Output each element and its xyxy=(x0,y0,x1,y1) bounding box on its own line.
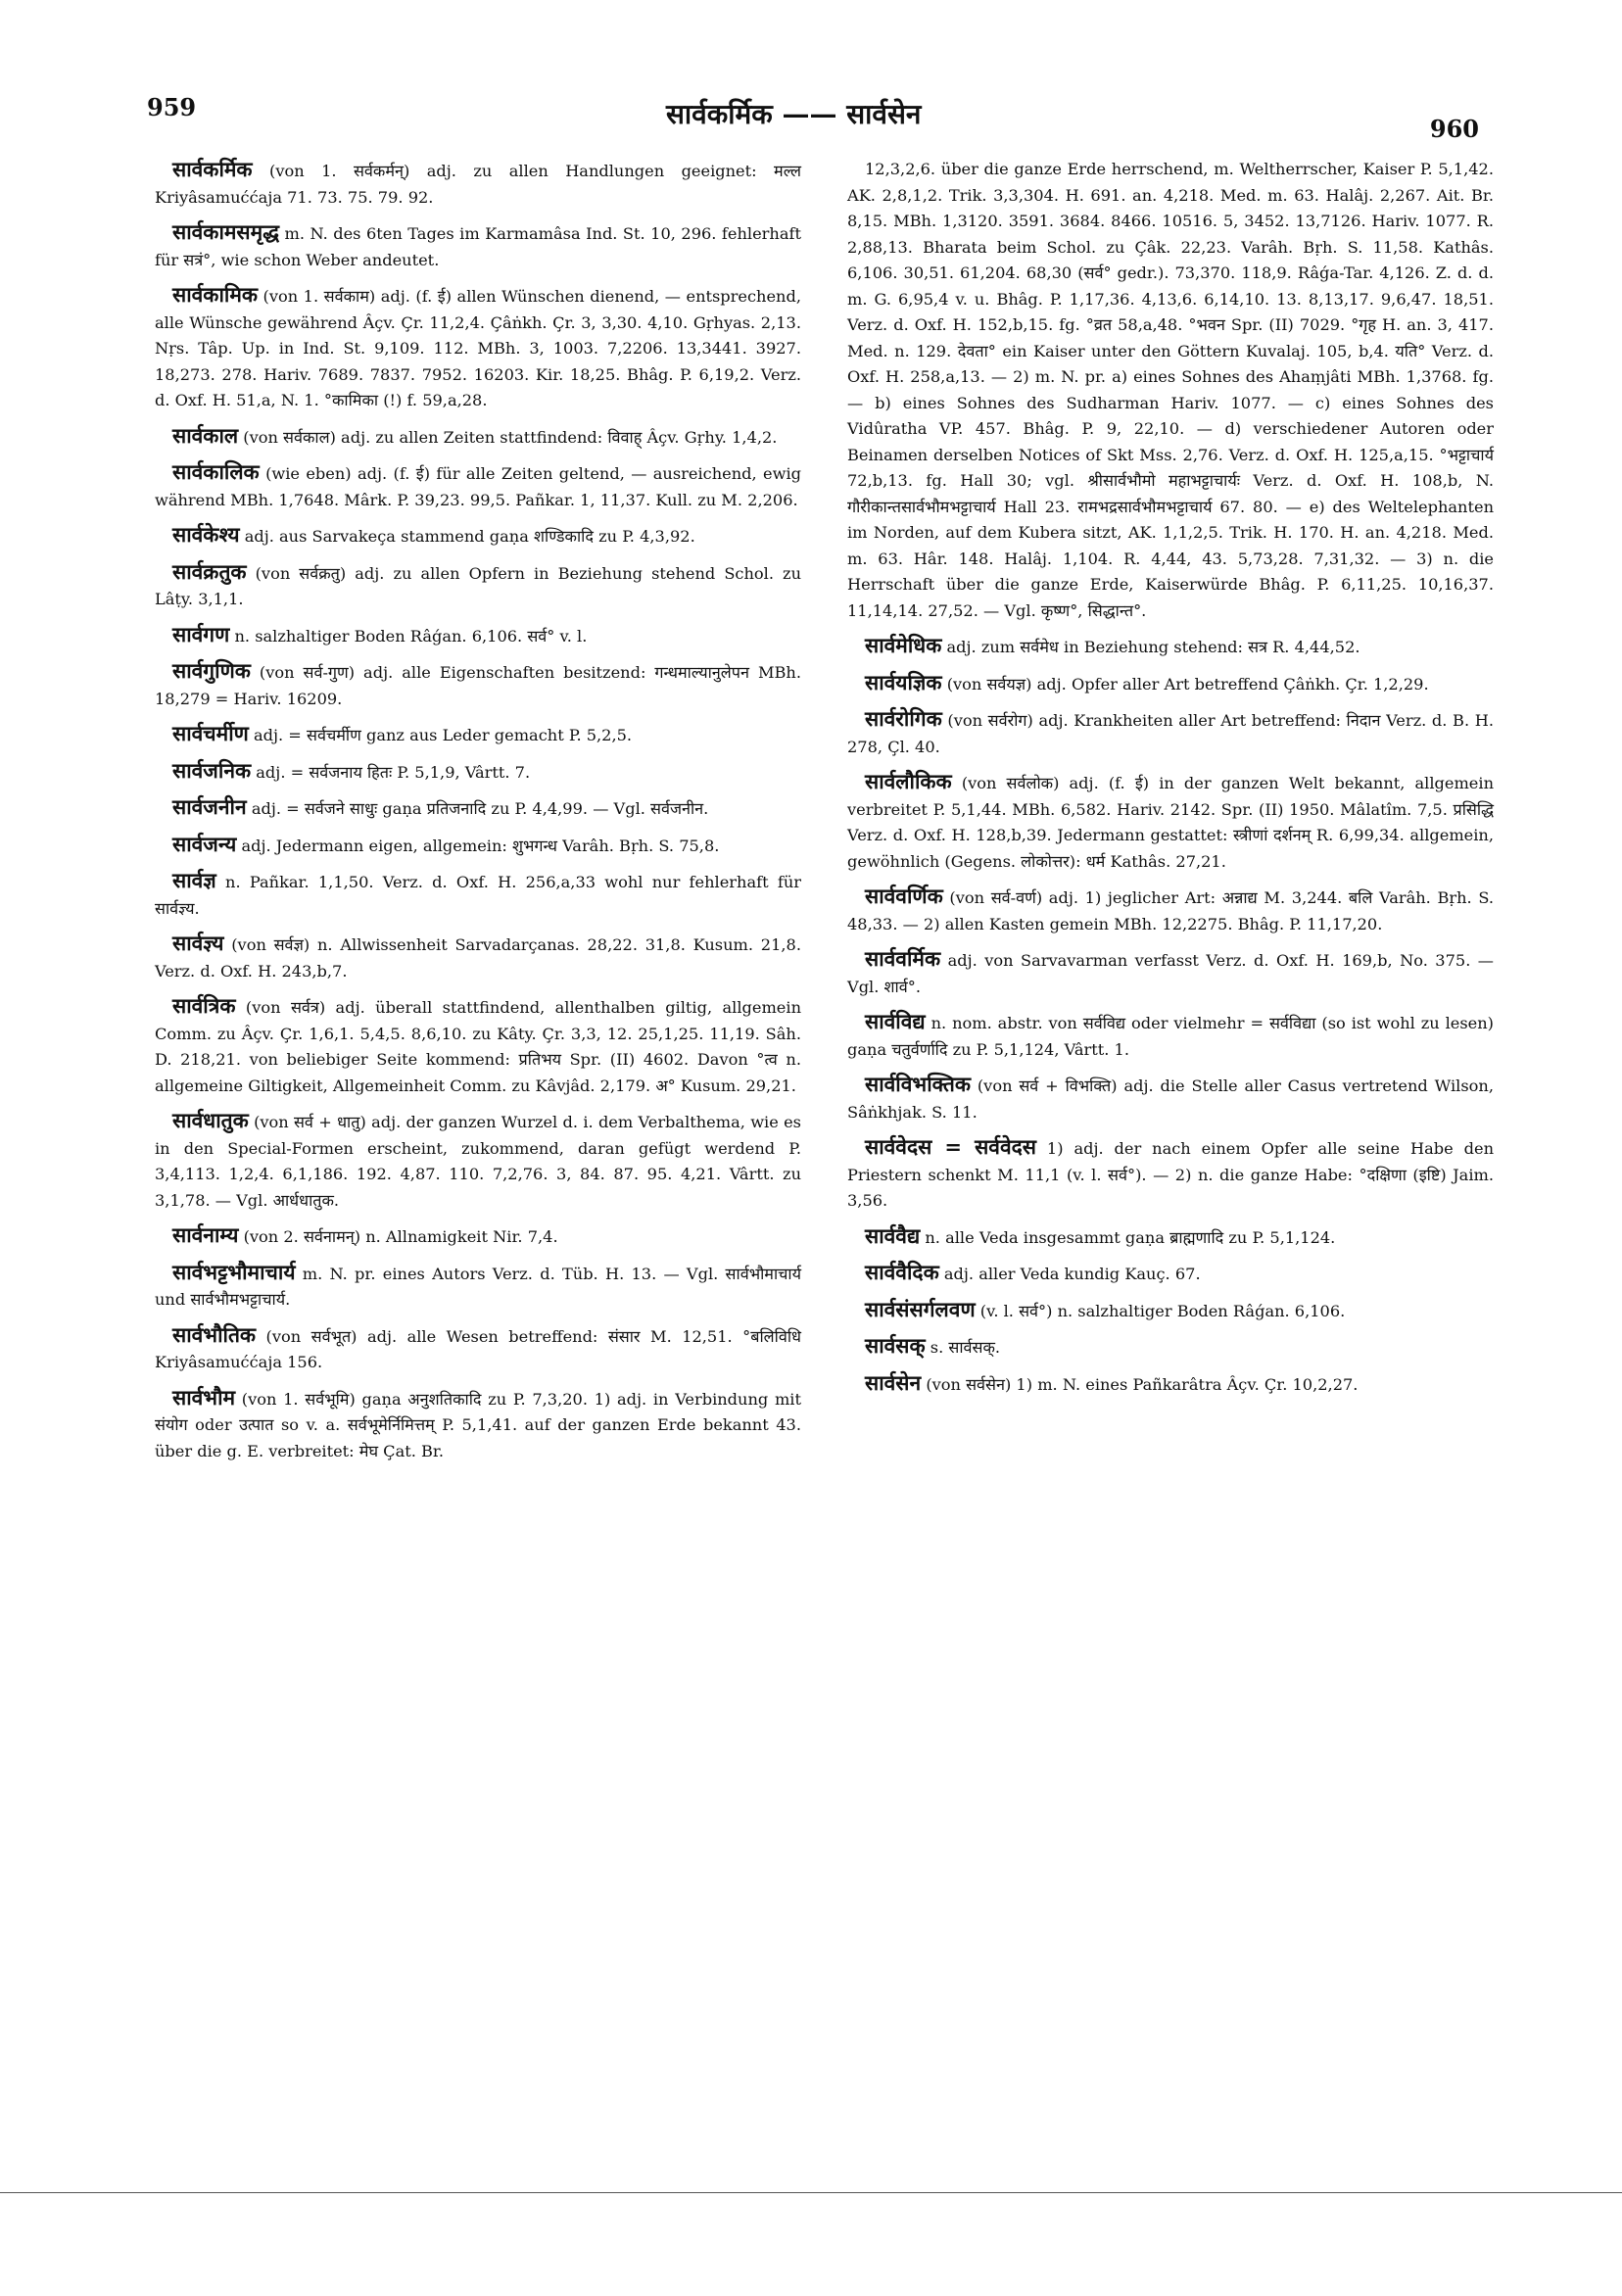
entry-headword: सार्ववैदिक xyxy=(865,1260,939,1284)
dictionary-entry xyxy=(155,622,801,650)
dictionary-entry xyxy=(155,794,801,823)
dictionary-entry xyxy=(155,157,801,211)
entry-headword: सार्वगुणिक xyxy=(172,658,251,683)
dictionary-entry xyxy=(155,721,801,749)
entry-text: (von सर्वलोक) adj. (f. ई) in der ganzen Welt bekannt, allgemein verbreitet P. 5,1,44. MBh. 6,582. Hariv. 2142. Spr. (II) 1950. Mâlatîm. 7,5. प्रसिद्धि Verz. d. Oxf. H. 128,b,39. Jedermann gestattet: स्त्रीणां दर्शनम् R. 6,99,34. allgemein, gewöhnlich (Gegens. लोकोत्तर): धर्म Kathâs. 27,21. xyxy=(847,774,1494,871)
entry-text: s. सार्वसक्. xyxy=(930,1338,1001,1357)
dictionary-entry xyxy=(155,219,801,273)
dictionary-entry xyxy=(847,157,1494,624)
entry-text: (von सर्वज्ञ) n. Allwissenheit Sarvadarçanas. 28,22. 31,8. Kusum. 21,8. Verz. d. Oxf. H. 243,b,7. xyxy=(155,935,801,981)
entry-headword: सार्वजनिक xyxy=(172,757,252,783)
entry-text: (von सर्व-गुण) adj. alle Eigenschaften besitzend: गन्धमाल्यानुलेपन MBh. 18,279 = Hariv. 16209. xyxy=(155,663,801,708)
entry-headword: सार्वधातुक xyxy=(172,1108,249,1132)
entry-headword: सार्वकामिक xyxy=(172,282,259,307)
dictionary-entry xyxy=(847,706,1494,760)
entry-headword: सार्वचर्मीण xyxy=(172,721,249,745)
entry-text: (von सर्वसेन) 1) m. N. eines Pañkarâtra Âçv. Çr. 10,2,27. xyxy=(926,1374,1359,1394)
bottom-rule xyxy=(0,2192,1622,2193)
dictionary-entry xyxy=(155,459,801,513)
right-column xyxy=(847,157,1494,1407)
entry-headword: सार्ववेदस = सर्ववेदस xyxy=(865,1134,1036,1159)
entry-text: (von सर्वरोग) adj. Krankheiten aller Art betreffend: निदान Verz. d. B. H. 278, Çl. 40. xyxy=(847,711,1494,756)
entry-headword: सार्वगण xyxy=(172,621,230,646)
dictionary-entry xyxy=(847,1297,1494,1325)
entry-headword: सार्ववर्मिक xyxy=(865,946,941,971)
entry-text: adj. Jedermann eigen, allgemein: शुभगन्ध Varâh. Bṛh. S. 75,8. xyxy=(241,836,720,855)
entry-text: adj. = सर्वजने साधुः gaṇa प्रतिजनादि zu P. 4,4,99. — Vgl. सर्वजनीन. xyxy=(251,799,709,818)
entry-text: (von सर्व + धातु) adj. der ganzen Wurzel d. i. dem Verbalthema, wie es in den Special-Formen erscheint, zukommend, daran gefügt werdend P. 3,4,113. 1,2,4. 6,1,186. 192. 4,87. 110. 7,2,76. 3, 84. 87. 95. 4,21. Vârtt. zu 3,1,78. — Vgl. आर्धधातुक. xyxy=(155,1113,801,1210)
dictionary-entry xyxy=(847,1072,1494,1125)
dictionary-entry xyxy=(155,658,801,712)
dictionary-entry xyxy=(155,993,801,1099)
dictionary-entry xyxy=(155,758,801,787)
entry-text: n. nom. abstr. von सर्वविद्य oder vielmehr = सर्वविद्या (so ist wohl zu lesen) gaṇa चतुर्वर्णादि zu P. 5,1,124, Vârtt. 1. xyxy=(847,1014,1495,1059)
page-number-left: 959 xyxy=(147,93,197,121)
running-head: सार्वकर्मिक —— सार्वसेन xyxy=(666,98,922,130)
dictionary-entry xyxy=(155,931,801,984)
entry-text: m. N. pr. eines Autors Verz. d. Tüb. H. 13. — Vgl. सार्वभौमाचार्य und सार्वभौमभट्टाचार्य. xyxy=(155,1264,801,1309)
entry-headword: सार्वज्ञ xyxy=(172,868,216,892)
entry-headword: सार्वकेश्य xyxy=(172,522,240,547)
entry-headword: सार्वसक् xyxy=(865,1333,926,1358)
entry-headword: सार्वभट्टभौमाचार्य xyxy=(172,1259,296,1284)
entry-headword: सार्वजन्य xyxy=(172,831,237,856)
entry-headword: सार्वकर्मिक xyxy=(172,157,253,181)
dictionary-entry xyxy=(847,670,1494,698)
dictionary-entry xyxy=(155,832,801,860)
entry-headword: सार्वज्ञ्य xyxy=(172,931,224,955)
entry-headword: सार्ववर्णिक xyxy=(865,884,943,908)
entry-headword: सार्वविभक्तिक xyxy=(865,1072,971,1096)
entry-headword: सार्वसंसर्गलवण xyxy=(865,1296,976,1321)
entry-headword: सार्वभौम xyxy=(172,1384,236,1410)
entry-text: (von 1. सर्वभूमि) gaṇa अनुशतिकादि zu P. 7,3,20. 1) adj. in Verbindung mit संयोग oder उत्पात so v. a. सर्वभूमेर्निमित्तम् P. 5,1,41. auf der ganzen Erde bekannt 43. über die g. E. verbreitet: मेघ Çat. Br. xyxy=(155,1389,801,1460)
dictionary-entry xyxy=(155,282,801,414)
entry-text: (von सर्वयज्ञ) adj. Opfer aller Art betreffend Çâṅkh. Çr. 1,2,29. xyxy=(946,674,1429,694)
dictionary-entry xyxy=(155,868,801,922)
entry-text: adj. zum सर्वमेध in Beziehung stehend: सत्र R. 4,44,52. xyxy=(946,638,1360,656)
entry-headword: सार्वकामसमृद्ध xyxy=(172,219,279,244)
page-number-right: 960 xyxy=(1429,115,1479,143)
dictionary-entry xyxy=(155,1108,801,1214)
entry-text: adj. = सर्वचर्मीण ganz aus Leder gemacht P. 5,2,5. xyxy=(253,726,633,744)
entry-text: adj. aller Veda kundig Kauç. 67. xyxy=(943,1265,1201,1283)
dictionary-entry xyxy=(847,633,1494,661)
entry-text: (von 1. सर्वकर्मन्) adj. zu allen Handlungen geeignet: मल्ल Kriyâsamuććaja 71. 73. 75. 79. 92. xyxy=(155,162,801,207)
entry-headword: सार्वविद्य xyxy=(865,1009,926,1033)
entry-headword: सार्वजनीन xyxy=(172,794,247,819)
entry-headword: सार्वरोगिक xyxy=(865,706,942,731)
left-column xyxy=(155,157,801,1473)
dictionary-entry xyxy=(847,1333,1494,1362)
dictionary-entry xyxy=(847,1370,1494,1399)
entry-text: (von सर्व-वर्ण) adj. 1) jeglicher Art: अन्नाद्य M. 3,244. बलि Varâh. Bṛh. S. 48,33. — 2) allen Kasten gemein MBh. 12,2275. Bhâg. P. 11,17,20. xyxy=(847,888,1494,933)
dictionary-entry xyxy=(847,884,1494,937)
entry-headword: सार्वकालिक xyxy=(172,459,260,484)
entry-text: n. alle Veda insgesammt gaṇa ब्राह्मणादि zu P. 5,1,124. xyxy=(925,1227,1336,1247)
entry-headword: सार्वनाम्य xyxy=(172,1222,239,1247)
entry-text: (von सर्व + विभक्ति) adj. die Stelle aller Casus vertretend Wilson, Sâṅkhjak. S. 11. xyxy=(847,1076,1494,1122)
entry-headword: सार्वसेन xyxy=(865,1369,922,1395)
entry-text: m. N. des 6ten Tages im Karmamâsa Ind. St. 10, 296. fehlerhaft für सत्रं°, wie schon Weber andeutet. xyxy=(155,224,801,269)
entry-headword: सार्वमेधिक xyxy=(865,633,942,657)
entry-text: adj. von Sarvavarman verfasst Verz. d. Oxf. H. 169,b, No. 375. — Vgl. शार्व°. xyxy=(847,951,1494,996)
entry-text: n. Pañkar. 1,1,50. Verz. d. Oxf. H. 256,a,33 wohl nur fehlerhaft für सार्वज्ञ्य. xyxy=(155,873,802,918)
dictionary-entry xyxy=(847,1260,1494,1288)
entry-headword: सार्वकाल xyxy=(172,422,239,448)
entry-headword: सार्ववैद्य xyxy=(865,1222,921,1248)
entry-text: (von 1. सर्वकाम) adj. (f. ई) allen Wünschen dienend, — entsprechend, alle Wünsche gewährend Âçv. Çr. 11,2,4. Çâṅkh. Çr. 3, 3,30. 4,10. Gṛhyas. 2,13. Nṛs. Tâp. Up. in Ind. St. 9,109. 112. MBh. 3, 1003. 7,2206. 13,3441. 3927. 18,273. 278. Hariv. 7689. 7837. 7952. 16203. Kir. 18,25. Bhâg. P. 6,19,2. Verz. d. Oxf. H. 51,a, N. 1. °कामिका (!) f. 59,a,28. xyxy=(155,287,801,409)
dictionary-entry xyxy=(155,1322,801,1376)
dictionary-entry xyxy=(155,1260,801,1314)
dictionary-entry xyxy=(847,946,1494,1000)
dictionary-entry xyxy=(155,1222,801,1251)
entry-headword: सार्वभौतिक xyxy=(172,1321,257,1347)
entry-text: adj. = सर्वजनाय हितः P. 5,1,9, Vârtt. 7. xyxy=(256,762,531,782)
entry-text: adj. aus Sarvakeça stammend gaṇa शण्डिकादि zu P. 4,3,92. xyxy=(244,527,695,546)
entry-text: n. salzhaltiger Boden Râǵan. 6,106. सर्व° v. l. xyxy=(234,626,588,646)
dictionary-entry xyxy=(155,1385,801,1465)
entry-headword: सार्वक्रतुक xyxy=(172,558,247,584)
entry-headword: सार्वलौकिक xyxy=(865,769,952,793)
entry-headword: सार्वयज्ञिक xyxy=(865,669,942,694)
entry-text: (von सर्वत्र) adj. überall stattfindend, allenthalben giltig, allgemein Comm. zu Âçv. Çr. 1,6,1. 5,4,5. 8,6,10. zu Kâty. Çr. 3,3, 12. 25,1,25. 11,19. Sâh. D. 218,21. von beliebiger Seite kommend: प्रतिभय Spr. (II) 4602. Davon °त्व n. allgemeine Giltigkeit, Allgemeinheit Comm. zu Kâvjâd. 2,179. अ° Kusum. 29,21. xyxy=(155,998,801,1095)
dictionary-entry xyxy=(847,769,1494,875)
page-header xyxy=(147,93,1479,142)
entry-text: (von 2. सर्वनामन्) n. Allnamigkeit Nir. 7,4. xyxy=(243,1227,558,1246)
entry-text: (von सर्वक्रतु) adj. zu allen Opfern in Beziehung stehend Schol. zu Lâṭy. 3,1,1. xyxy=(155,563,801,608)
dictionary-entry xyxy=(847,1223,1494,1252)
dictionary-entry xyxy=(847,1134,1494,1215)
entry-text: 12,3,2,6. über die ganze Erde herrschend, m. Weltherrscher, Kaiser P. 5,1,42. AK. 2,8,1,2. Trik. 3,3,304. H. 691. an. 4,218. Med. m. 63. Halâj. 2,267. Ait. Br. 8,15. MBh. 1,3120. 3591. 3684. 8466. 10516. 5, 3452. 13,7126. Hariv. 1077. R. 2,88,13. Bharata beim Schol. zu Çâk. 22,23. Varâh. Bṛh. S. 11,58. Kathâs. 6,106. 30,51. 61,204. 68,30 (सर्व° gedr.). 73,370. 118,9. Râǵa-Tar. 4,126. Z. d. d. m. G. 6,95,4 v. u. Bhâg. P. 1,17,36. 4,13,6. 6,14,10. 13. 8,13,17. 9,6,47. 18,51. Verz. d. Oxf. H. 152,b,15. fg. °व्रत 58,a,48. °भवन Spr. (II) 7029. °गृह H. an. 3, 417. Med. n. 129. देवता° ein Kaiser unter den Göttern Kuvalaj. 105, b,4. यति° Verz. d. Oxf. H. 258,a,13. — 2) m. N. pr. a) eines Sohnes des Ahaṃjâti MBh. 1,3768. fg. — b) eines Sohnes des Sudharman Hariv. 1077. — c) eines Sohnes des Vidûratha VP. 457. Bhâg. P. 9, 22,10. — d) verschiedener Autoren oder Beinamen derselben Notices of Skt Mss. 2,76. Verz. d. Oxf. H. 125,a,15. °भट्टाचार्य 72,b,13. fg. Hall 30; vgl. श्रीसार्वभौमो महाभट्टाचार्यः Verz. d. Oxf. H. 108,b, N. गौरीकान्तसार्वभौमभट्टाचार्य Hall 23. रामभद्रसार्वभौमभट्टाचार्य 67. 80. — e) des Weltelephanten im Norden, auf dem Kubera sitzt, AK. 1,1,2,5. Trik. H. 170. H. an. 4,218. Med. m. 63. Hâr. 148. Halâj. 1,104. R. 4,44, 43. 5,73,28. 7,31,32. — 3) n. die Herrschaft über die ganze Erde, Kaiserwürde Bhâg. P. 6,11,25. 10,16,37. 11,14,14. 27,52. — Vgl. कृष्ण°, सिद्धान्त°. xyxy=(847,160,1494,620)
dictionary-entry xyxy=(847,1009,1494,1063)
dictionary-entry xyxy=(155,522,801,550)
entry-text: (von सर्वभूत) adj. alle Wesen betreffend: संसार M. 12,51. °बलिविधि Kriyâsamuććaja 156. xyxy=(155,1326,801,1371)
entry-text: (wie eben) adj. (f. ई) für alle Zeiten geltend, — ausreichend, ewig während MBh. 1,7648. Mârk. P. 39,23. 99,5. Pañkar. 1, 11,37. Kull. zu M. 2,206. xyxy=(155,464,801,509)
entry-headword: सार्वत्रिक xyxy=(172,993,236,1018)
entry-text: (von सर्वकाल) adj. zu allen Zeiten stattfindend: विवाह् Âçv. Gṛhy. 1,4,2. xyxy=(243,427,778,447)
entry-text: 1) adj. der nach einem Opfer alle seine Habe den Priestern schenkt M. 11,1 (v. l. सर्व°). — 2) n. die ganze Habe: °दक्षिणा (इष्टि) Jaim. 3,56. xyxy=(847,1139,1494,1210)
dictionary-entry xyxy=(155,559,801,613)
entry-text: (v. l. सर्व°) n. salzhaltiger Boden Râǵan. 6,106. xyxy=(979,1301,1346,1320)
dictionary-entry xyxy=(155,423,801,452)
